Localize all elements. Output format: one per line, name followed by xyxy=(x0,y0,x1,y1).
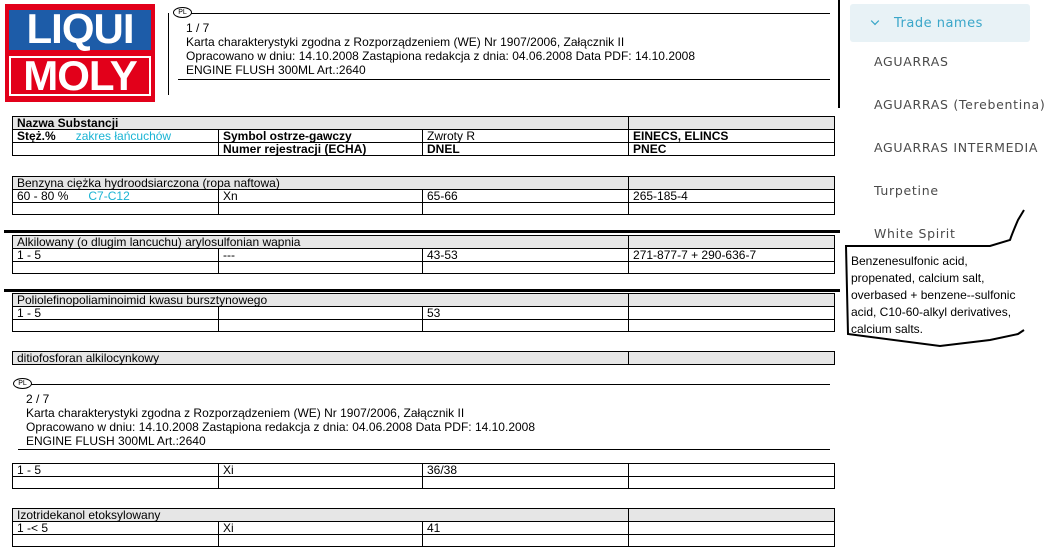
trade-name-item[interactable]: AGUARRAS (Terebentina) xyxy=(874,97,1045,112)
conc-cell xyxy=(13,190,219,203)
empty-cell xyxy=(219,535,423,547)
einecs-number xyxy=(629,522,835,535)
product-name: ENGINE FLUSH 300ML Art.:2640 xyxy=(186,63,366,77)
r-phrases-header: Zwroty R xyxy=(423,130,629,143)
trade-name-item[interactable]: Turpetine xyxy=(874,183,939,198)
empty-cell xyxy=(629,294,835,307)
trade-names-label: Trade names xyxy=(894,15,983,31)
header-top-rule xyxy=(18,384,830,385)
highlight-line xyxy=(4,289,840,292)
empty-cell xyxy=(423,320,629,332)
hazard-symbol xyxy=(219,307,423,320)
r-phrases: 36/38 xyxy=(423,464,629,477)
empty-cell xyxy=(219,477,423,489)
page-break xyxy=(0,366,840,380)
hazard-symbol: Xi xyxy=(219,522,423,535)
conc-range-header xyxy=(13,130,219,143)
empty-cell xyxy=(629,320,835,332)
substance-table xyxy=(12,351,835,365)
einecs-header: EINECS, ELINCS xyxy=(629,130,835,143)
liqui-moly-logo xyxy=(5,4,155,102)
chain-range-header: zakres łańcuchów xyxy=(75,129,172,143)
page-number: 1 / 7 xyxy=(186,21,210,35)
substance-table xyxy=(12,508,835,547)
logo-line-2: MOLY xyxy=(23,52,137,99)
concentration: 60 - 80 % xyxy=(17,189,69,203)
trade-name-item[interactable]: AGUARRAS xyxy=(874,54,949,69)
trade-name-item[interactable]: White Spirit xyxy=(874,226,956,241)
empty-cell xyxy=(423,477,629,489)
conc-header: Stęż.% xyxy=(17,129,56,143)
einecs-number xyxy=(629,307,835,320)
r-phrases: 41 xyxy=(423,522,629,535)
concentration: 1 - 5 xyxy=(13,464,219,477)
substance-name: Izotridekanol etoksylowany xyxy=(13,509,629,522)
empty-cell xyxy=(629,177,835,190)
dnel-header: DNEL xyxy=(423,143,629,156)
substance-table xyxy=(12,235,835,274)
empty-cell xyxy=(13,535,219,547)
substance-table xyxy=(12,293,835,332)
pnec-header: PNEC xyxy=(629,143,835,156)
annotation-text: Benzenesulfonic acid, propenated, calcium salt, overbased + benzene--sulfonic acid, C10-60-alkyl derivatives, calcium salts. xyxy=(851,254,1016,336)
sheet-title: Karta charakterystyki zgodna z Rozporządzeniem (WE) Nr 1907/2006, Załącznik II xyxy=(26,406,465,420)
einecs-number xyxy=(629,464,835,477)
empty-cell xyxy=(219,203,423,215)
header-bottom-rule xyxy=(18,449,830,450)
sheet-dates: Opracowano w dniu: 14.10.2008 Zastąpiona redakcja z dnia: 04.06.2008 Data PDF: 14.10.2008 xyxy=(26,420,536,434)
r-phrases: 53 xyxy=(423,307,629,320)
hazard-symbol: Xn xyxy=(219,190,423,203)
empty-cell xyxy=(629,352,835,365)
language-badge: PL xyxy=(173,7,192,18)
highlight-line xyxy=(4,230,840,233)
substance-name: Alkilowany (o dlugim lancuchu) arylosulfonian wapnia xyxy=(13,236,629,249)
substance-name: ditiofosforan alkilocynkowy xyxy=(13,352,629,365)
registration-header: Numer rejestracji (ECHA) xyxy=(219,143,423,156)
language-badge: PL xyxy=(13,378,32,389)
empty-cell xyxy=(423,535,629,547)
substance-table xyxy=(12,463,835,489)
composition-header-table xyxy=(12,116,835,156)
einecs-number: 265-185-4 xyxy=(629,190,835,203)
page-number: 2 / 7 xyxy=(26,392,50,406)
empty-cell xyxy=(13,203,219,215)
empty-cell xyxy=(629,477,835,489)
substance-name-header: Nazwa Substancji xyxy=(13,117,629,130)
product-name: ENGINE FLUSH 300ML Art.:2640 xyxy=(26,434,206,448)
concentration: 1 - 5 xyxy=(13,307,219,320)
r-phrases: 65-66 xyxy=(423,190,629,203)
einecs-number: 271-877-7 + 290-636-7 xyxy=(629,249,835,262)
empty-cell xyxy=(423,203,629,215)
hazard-symbol: Xi xyxy=(219,464,423,477)
empty-cell xyxy=(219,320,423,332)
substance-name: Poliolefinopoliaminoimid kwasu bursztynowego xyxy=(13,294,629,307)
header-bottom-rule xyxy=(178,79,830,80)
empty-cell xyxy=(629,117,835,130)
hazard-symbol: --- xyxy=(219,249,423,262)
empty-cell xyxy=(629,535,835,547)
empty-cell xyxy=(629,262,835,274)
empty-cell xyxy=(13,262,219,274)
sheet-dates: Opracowano w dniu: 14.10.2008 Zastąpiona redakcja z dnia: 04.06.2008 Data PDF: 14.10.2008 xyxy=(186,49,696,63)
chain-range: C7-C12 xyxy=(88,189,130,203)
substance-name: Benzyna ciężka hydroodsiarczona (ropa naftowa) xyxy=(13,177,629,190)
concentration: 1 -< 5 xyxy=(13,522,219,535)
empty-cell xyxy=(219,262,423,274)
substance-table xyxy=(12,176,835,215)
empty-cell xyxy=(13,320,219,332)
sheet-title: Karta charakterystyki zgodna z Rozporządzeniem (WE) Nr 1907/2006, Załącznik II xyxy=(186,35,625,49)
empty-cell xyxy=(629,203,835,215)
symbol-header: Symbol ostrze-gawczy xyxy=(219,130,423,143)
logo-line-1: LIQUI xyxy=(26,5,134,52)
header-top-rule xyxy=(178,13,830,14)
chevron-down-icon xyxy=(871,17,879,25)
header-left-rule xyxy=(168,13,169,95)
empty-cell xyxy=(629,236,835,249)
empty-cell xyxy=(13,143,219,156)
empty-cell xyxy=(423,262,629,274)
trade-name-item[interactable]: AGUARRAS INTERMEDIA xyxy=(874,140,1039,155)
empty-cell xyxy=(629,509,835,522)
r-phrases: 43-53 xyxy=(423,249,629,262)
empty-cell xyxy=(13,477,219,489)
trade-names-toggle[interactable] xyxy=(850,4,1030,42)
concentration: 1 - 5 xyxy=(13,249,219,262)
